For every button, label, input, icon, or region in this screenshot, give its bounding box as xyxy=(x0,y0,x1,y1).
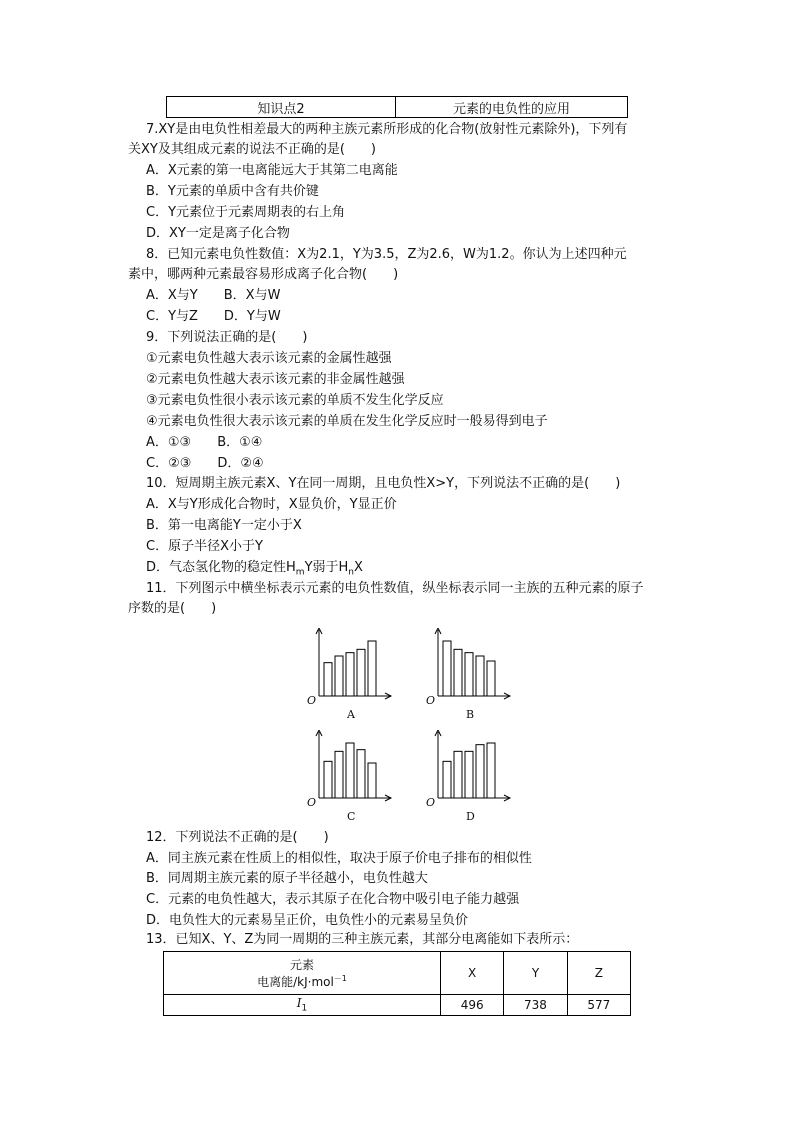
col-header-y: Y xyxy=(504,952,567,995)
q12-stem: 12．下列说法不正确的是( ) xyxy=(146,830,329,845)
cell-z-i1: 577 xyxy=(567,995,630,1016)
bar xyxy=(487,661,495,696)
q10-d-sub-m: m xyxy=(295,567,305,578)
cell-y-i1: 738 xyxy=(504,995,567,1016)
bar-chart-b xyxy=(432,628,512,700)
q9-statement-3: ③元素电负性很小表示该元素的单质不发生化学反应 xyxy=(146,393,444,408)
cell-x-i1: 496 xyxy=(441,995,504,1016)
topic-header-table xyxy=(166,96,628,118)
bar xyxy=(443,761,451,798)
q8-options-cd: C．Y与Z D．Y与W xyxy=(146,309,281,324)
bar xyxy=(357,750,365,798)
header-unit: 电离能/kJ·mol$^{-1}$ xyxy=(257,974,347,989)
q12-option-b: B．同周期主族元素的原子半径越小，电负性越大 xyxy=(146,871,428,886)
q13-stem: 13．已知X、Y、Z为同一周期的三种主族元素，其部分电离能如下表所示： xyxy=(146,932,579,947)
origin-label: O xyxy=(307,694,317,707)
bar xyxy=(454,649,462,696)
bar-chart-c xyxy=(313,730,393,802)
origin-label: O xyxy=(426,694,436,707)
q8-stem-line2: 素中，哪两种元素最容易形成离子化合物( ) xyxy=(128,267,399,282)
bar-chart-a xyxy=(313,628,393,700)
q9-statement-1: ①元素电负性越大表示该元素的金属性越强 xyxy=(146,351,392,366)
bar xyxy=(324,663,332,696)
q7-option-b: B．Y元素的单质中含有共价键 xyxy=(146,184,319,199)
q10-option-b: B．第一电离能Y一定小于X xyxy=(146,518,302,533)
bar xyxy=(454,751,462,798)
chart-label-a: A xyxy=(347,708,355,721)
chart-label-d: D xyxy=(466,810,475,823)
q9-options-cd: C．②③ D．②④ xyxy=(146,456,264,471)
q7-stem-line2: 关XY及其组成元素的说法不正确的是( ) xyxy=(128,142,376,157)
bar xyxy=(335,751,343,798)
col-header-z: Z xyxy=(567,952,630,995)
q7-option-d: D．XY一定是离子化合物 xyxy=(146,226,290,241)
bar xyxy=(335,656,343,696)
q10-d-post: X xyxy=(354,560,363,575)
q9-statement-2: ②元素电负性越大表示该元素的非金属性越强 xyxy=(146,372,405,387)
q10-d-mid: Y弱于H xyxy=(304,560,349,575)
bar xyxy=(465,751,473,798)
q10-option-c: C．原子半径X小于Y xyxy=(146,539,263,554)
bar xyxy=(465,653,473,696)
q12-option-a: A．同主族元素在性质上的相似性，取决于原子价电子排布的相似性 xyxy=(146,851,532,866)
q9-options-ab: A．①③ B．①④ xyxy=(146,435,263,450)
q10-d-sub-n: n xyxy=(348,567,355,578)
q11-stem-line2: 序数的是( ) xyxy=(128,601,217,616)
q12-option-c: C．元素的电负性越大，表示其原子在化合物中吸引电子能力越强 xyxy=(146,892,520,907)
q10-stem: 10．短周期主族元素X、Y在同一周期，且电负性X>Y，下列说法不正确的是( ) xyxy=(146,476,621,491)
bar xyxy=(476,745,484,798)
header-element: 元素 xyxy=(289,958,314,972)
q9-statement-4: ④元素电负性很大表示该元素的单质在发生化学反应时一般易得到电子 xyxy=(146,414,548,429)
bar-chart-d xyxy=(432,730,512,802)
bar xyxy=(368,763,376,798)
bar xyxy=(346,743,354,798)
bar xyxy=(346,653,354,696)
bar xyxy=(324,761,332,798)
q9-stem: 9．下列说法正确的是( ) xyxy=(146,330,308,345)
q11-stem-line1: 11．下列图示中横坐标表示元素的电负性数值，纵坐标表示同一主族的五种元素的原子 xyxy=(146,581,644,596)
bar xyxy=(443,641,451,696)
q10-d-pre: D．气态氢化物的稳定性H xyxy=(146,560,296,575)
chart-label-b: B xyxy=(466,708,475,721)
q12-option-d: D．电负性大的元素易呈正价，电负性小的元素易呈负价 xyxy=(146,913,469,928)
q8-stem-line1: 8．已知元素电负性数值：X为2.1，Y为3.5，Z为2.6，W为1.2。你认为上述四种元 xyxy=(146,247,627,262)
bar xyxy=(368,641,376,696)
q7-option-c: C．Y元素位于元素周期表的右上角 xyxy=(146,205,346,220)
origin-label: O xyxy=(426,796,436,809)
topic-label: 知识点2 xyxy=(167,97,396,118)
q7-option-a: A．X元素的第一电离能远大于其第二电离能 xyxy=(146,163,398,178)
origin-label: O xyxy=(307,796,317,809)
bar xyxy=(476,656,484,696)
bar xyxy=(357,649,365,696)
topic-title: 元素的电负性的应用 xyxy=(396,97,628,118)
bar xyxy=(487,743,495,798)
table-header-label xyxy=(164,952,441,995)
chart-label-c: C xyxy=(347,810,356,823)
q7-stem-line1: 7.XY是由电负性相差最大的两种主族元素所形成的化合物(放射性元素除外)，下列有 xyxy=(146,122,628,137)
q8-options-ab: A．X与Y B．X与W xyxy=(146,288,281,303)
q10-option-a: A．X与Y形成化合物时，X显负价，Y显正价 xyxy=(146,497,397,512)
col-header-x: X xyxy=(441,952,504,995)
ionization-energy-table xyxy=(163,951,631,1016)
row-label-i1: $I_1$ xyxy=(164,995,441,1016)
